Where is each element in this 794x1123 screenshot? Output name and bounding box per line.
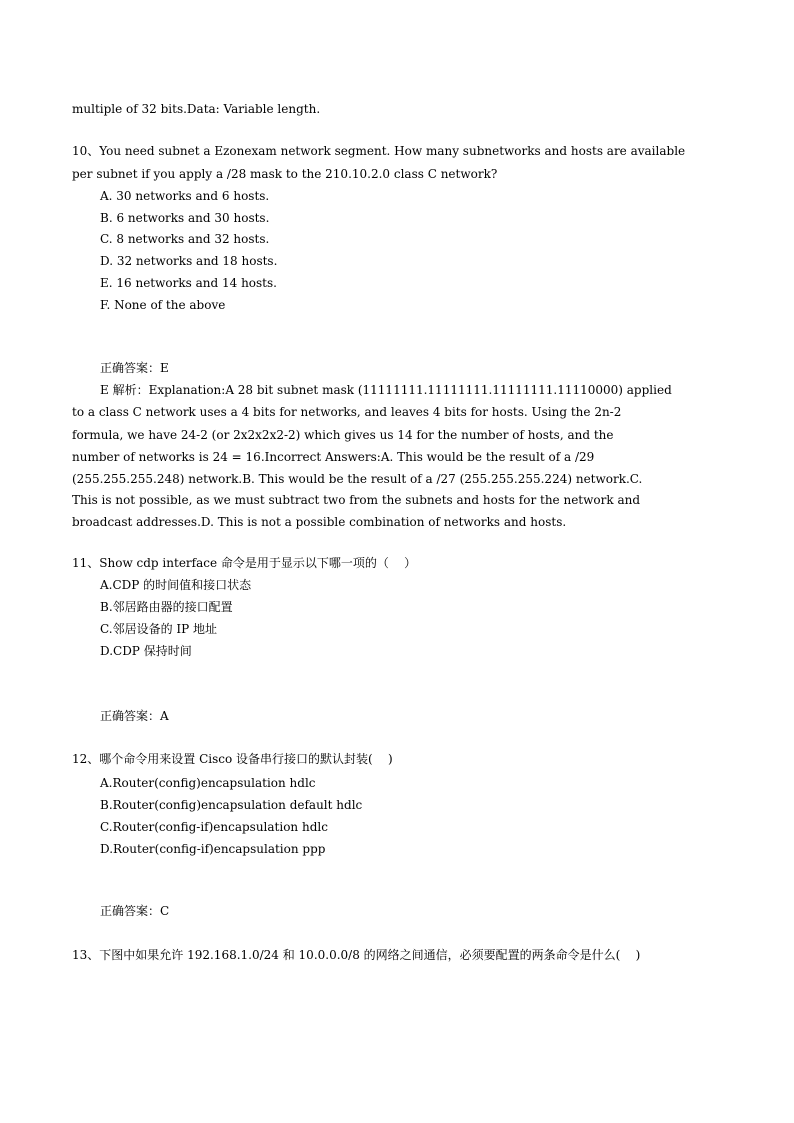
question-10-option-d: D. 32 networks and 18 hosts. — [100, 254, 278, 268]
question-11-option-a: A.CDP 的时间值和接口状态 — [100, 578, 252, 592]
question-10-explanation-line: E 解析：Explanation:A 28 bit subnet mask (11111111.11111111.11111111.11110000) applied — [100, 383, 672, 397]
question-10-option-a: A. 30 networks and 6 hosts. — [100, 189, 270, 203]
question-10-explanation-line: to a class C network uses a 4 bits for networks, and leaves 4 bits for hosts. Using the 2n-2 — [72, 405, 622, 419]
question-11-option-b: B.邻居路由器的接口配置 — [100, 600, 233, 614]
continued-text: multiple of 32 bits.Data: Variable length. — [72, 102, 321, 116]
question-10-stem-line-1: 10、You need subnet a Ezonexam network segment. How many subnetworks and hosts are available — [72, 144, 686, 158]
question-10-option-b: B. 6 networks and 30 hosts. — [100, 211, 270, 225]
question-10-option-f: F. None of the above — [100, 298, 226, 312]
question-12-stem: 12、哪个命令用来设置 Cisco 设备串行接口的默认封装( ) — [72, 752, 393, 766]
question-13-stem: 13、下图中如果允许 192.168.1.0/24 和 10.0.0.0/8 的网络之间通信，必须要配置的两条命令是什么( ) — [72, 948, 641, 962]
question-12-answer: 正确答案：C — [100, 904, 170, 918]
question-10-stem-line-2: per subnet if you apply a /28 mask to the 210.10.2.0 class C network? — [72, 167, 498, 181]
question-11-option-d: D.CDP 保持时间 — [100, 644, 192, 658]
question-10-answer: 正确答案：E — [100, 361, 169, 375]
question-12-option-d: D.Router(config-if)encapsulation ppp — [100, 842, 326, 856]
question-10-option-c: C. 8 networks and 32 hosts. — [100, 232, 270, 246]
question-12-option-b: B.Router(config)encapsulation default hdlc — [100, 798, 363, 812]
question-10-explanation-line: This is not possible, as we must subtract two from the subnets and hosts for the network and — [72, 493, 641, 507]
question-10-explanation-line: number of networks is 24 = 16.Incorrect Answers:A. This would be the result of a /29 — [72, 450, 595, 464]
question-12-option-a: A.Router(config)encapsulation hdlc — [100, 776, 316, 790]
question-12-option-c: C.Router(config-if)encapsulation hdlc — [100, 820, 328, 834]
question-11-answer: 正确答案：A — [100, 709, 169, 723]
question-10-explanation-line: (255.255.255.248) network.B. This would be the result of a /27 (255.255.255.224) network.C. — [72, 472, 643, 486]
question-10-option-e: E. 16 networks and 14 hosts. — [100, 276, 277, 290]
question-10-explanation-line: formula, we have 24-2 (or 2x2x2x2-2) which gives us 14 for the number of hosts, and the — [72, 428, 614, 442]
question-11-stem: 11、Show cdp interface 命令是用于显示以下哪一项的（ ） — [72, 556, 417, 570]
question-11-option-c: C.邻居设备的 IP 地址 — [100, 622, 218, 636]
question-10-explanation-line: broadcast addresses.D. This is not a possible combination of networks and hosts. — [72, 515, 567, 529]
